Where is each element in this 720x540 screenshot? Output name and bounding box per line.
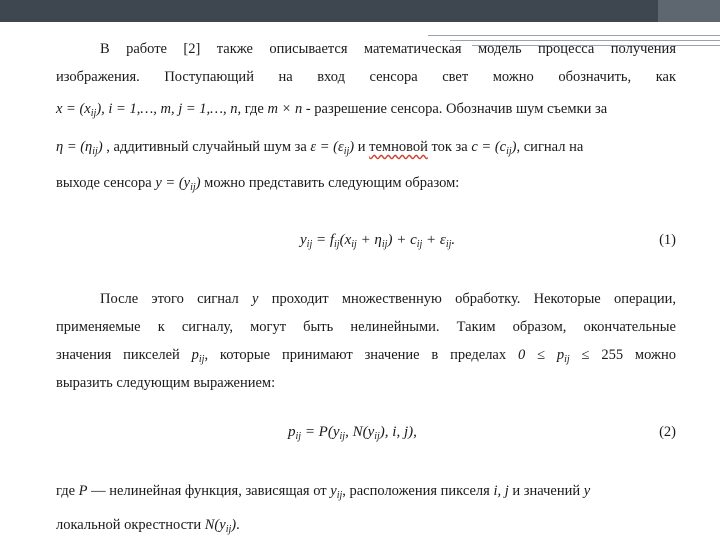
spellcheck-word: темновой [369, 139, 428, 155]
math-inline: $\eta = (\eta_{ij})$ [56, 139, 103, 157]
text-line: выходе сенсора $y = (y_{ij})$ можно представить следующим образом: [56, 175, 460, 193]
equation-expression: $y_{ij} = f_{ij}(x_{ij} + \eta_{ij}) + c_{ij} + \varepsilon_{ij}$. [300, 232, 456, 250]
text-line: где P — нелинейная функция, зависящая от $y_{ij}$, расположения пикселя i, j и значений y [56, 483, 591, 501]
equation-1 [56, 232, 676, 256]
text-line: $x = (x_{ij})$, i = 1,…, m, j = 1,…, n, где m × n - разрешение сенсора. Обозначив шум съемки за [56, 101, 608, 119]
equation-number: (2) [659, 424, 676, 440]
text-line: локальной окрестности $N(y_{ij})$. [56, 517, 240, 535]
slide-top-bar [0, 0, 720, 22]
math-inline: $x = (x_{ij})$, i = 1,…, m, j = 1,…, n [56, 101, 238, 119]
math-inline: $\varepsilon = (\varepsilon_{ij})$ [310, 139, 355, 157]
math-inline: m × n [267, 101, 303, 117]
text-line: значения пикселей $p_{ij}$, которые принимают значение в пределах $0 \le p_{ij} \le 255$ можно [56, 347, 677, 365]
decor-line [428, 35, 720, 36]
equation-expression: $p_{ij} = P(y_{ij}$, $N(y_{ij})$, i, j), [288, 424, 417, 442]
text-line: $\eta = (\eta_{ij})$ , аддитивный случайный шум за $\varepsilon = (\varepsilon_{ij})$ и темновой ток за $c = (c_{ij})$, сигнал на [56, 139, 584, 157]
math-inline: $0 \le p_{ij} \le 255$ [517, 347, 624, 365]
text-line: После этого сигнал y проходит множественную обработку. Некоторые операции, [100, 291, 677, 307]
math-inline: $p_{ij}$ [191, 347, 205, 365]
math-inline: $N(y_{ij})$ [204, 517, 237, 535]
math-inline: $c = (c_{ij})$ [471, 139, 517, 157]
math-inline: $y = (y_{ij})$ [155, 175, 201, 193]
text-line: изображения. Поступающий на вход сенсора свет можно обозначить, как [56, 69, 676, 85]
math-inline: $y_{ij}$ [330, 483, 343, 501]
text-line: В работе [2] также описывается математическая модель процесса получения [100, 41, 676, 57]
equation-2 [56, 424, 676, 448]
slide-top-bar-accent [658, 0, 720, 22]
equation-number: (1) [659, 232, 676, 248]
text-line: применяемые к сигналу, могут быть нелинейными. Таким образом, окончательные [56, 319, 676, 335]
text-line: выразить следующим выражением: [56, 375, 276, 391]
